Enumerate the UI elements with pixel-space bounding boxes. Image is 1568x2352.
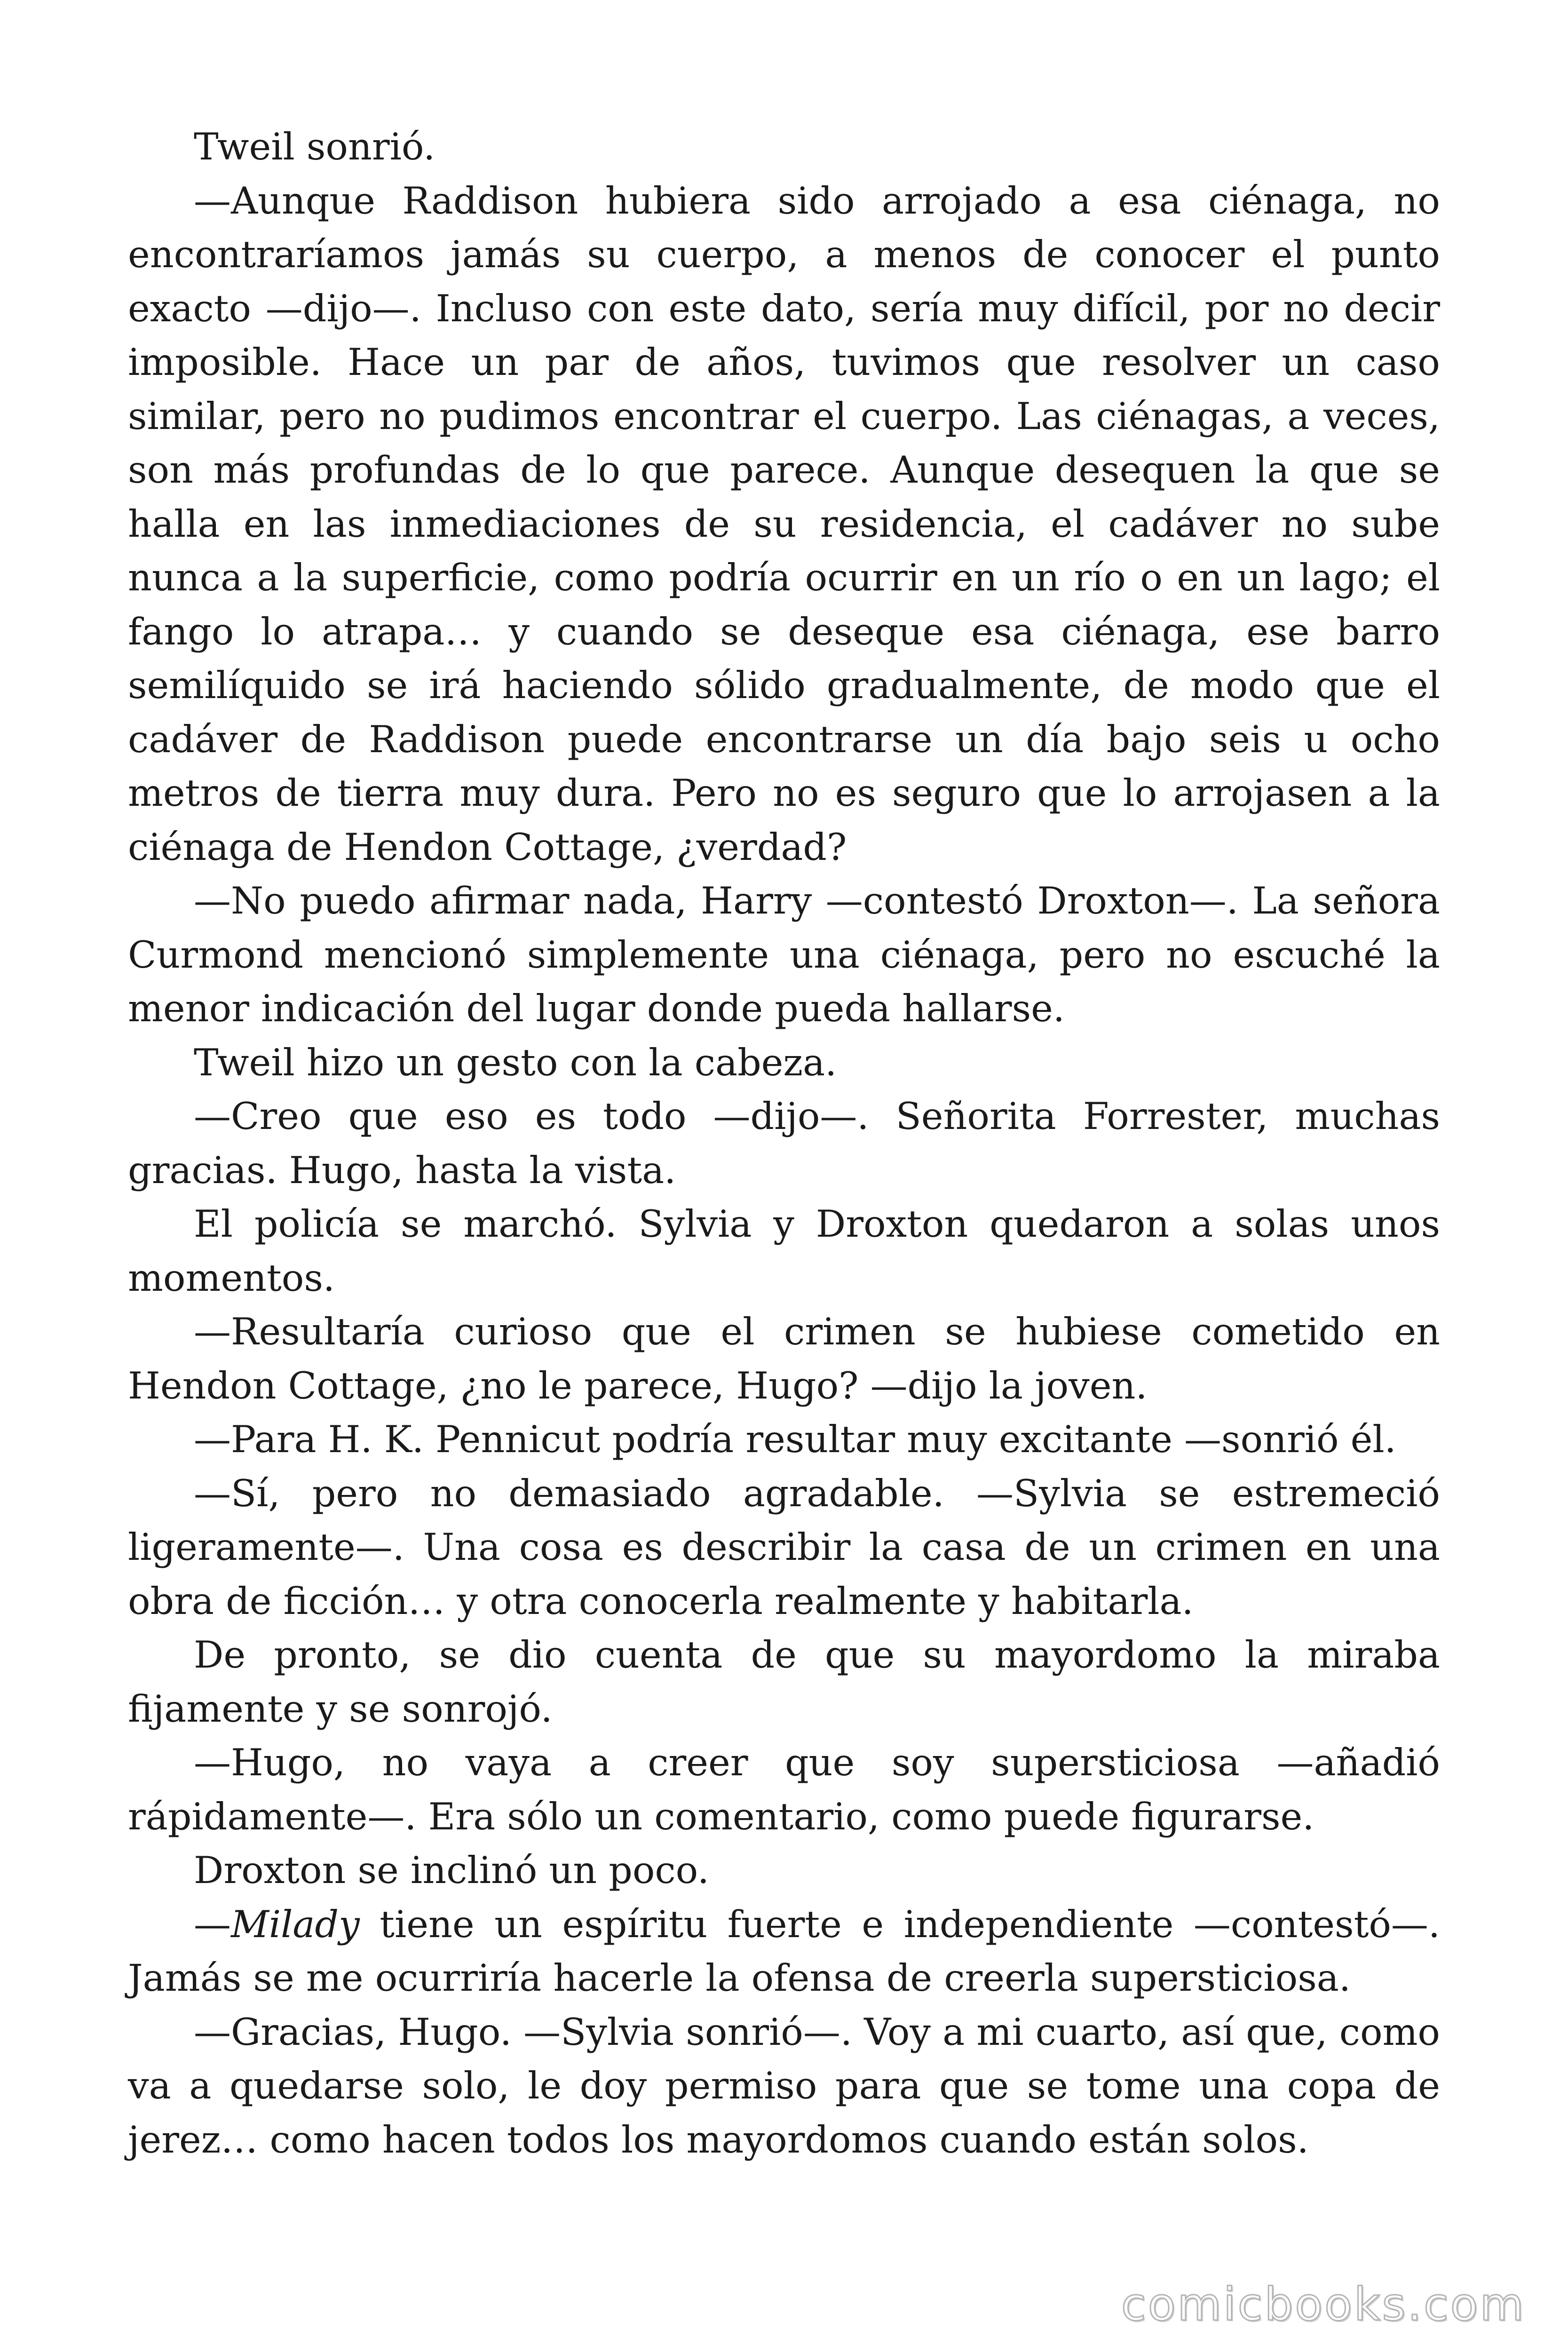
milady-dash: — <box>194 1902 231 1946</box>
paragraph-12: Droxton se inclinó un poco. <box>194 1849 709 1892</box>
paragraph-final: —Gracias, Hugo. —Sylvia sonrió—. Voy a mi cuarto, así que, como va a quedarse solo, le doy permiso para que se tome una copa de jerez… como hacen todos los mayordomos cuando están solos. <box>128 2010 1440 2161</box>
paragraph-4: Tweil hizo un gesto con la cabeza. <box>194 1041 837 1084</box>
paragraph-3: —No puedo afirmar nada, Harry —contestó Droxton—. La señora Curmond mencionó simplemente una ciénaga, pero no escuché la menor indicación del lugar donde pueda hallarse. <box>128 879 1440 1030</box>
paragraph-milady <box>128 1898 1440 2005</box>
paragraph-9: —Sí, pero no demasiado agradable. —Sylvia se estremeció ligeramente—. Una cosa es describir la casa de un crimen en una obra de ficción… y otra conocerla realmente y habitarla. <box>128 1471 1440 1623</box>
paragraph-10: De pronto, se dio cuenta de que su mayordomo la miraba fijamente y se sonrojó. <box>128 1633 1440 1731</box>
paragraph-11: —Hugo, no vaya a creer que soy supersticiosa —añadió rápidamente—. Era sólo un comentario, como puede figurarse. <box>128 1741 1440 1838</box>
paragraph-1: Tweil sonrió. <box>194 125 436 168</box>
paragraph-2: —Aunque Raddison hubiera sido arrojado a esa ciénaga, no encontraríamos jamás su cuerpo, a menos de conocer el punto exacto —dijo—. Incluso con este dato, sería muy difícil, por no decir imposible. Hace un par de años, tuvimos que resolver un caso similar, pero no pudimos encontrar el cuerpo. Las ciénagas, a veces, son más profundas de lo que parece. Aunque desequen la que se halla en las inmediaciones de su residencia, el cadáver no sube nunca a la superficie, como podría ocurrir en un río o en un lago; el fango lo atrapa… y cuando se deseque esa ciénaga, ese barro semilíquido se irá haciendo sólido gradualmente, de modo que el cadáver de Raddison puede encontrarse un día bajo seis u ocho metros de tierra muy dura. Pero no es seguro que lo arrojasen a la ciénaga de Hendon Cottage, ¿verdad? <box>128 179 1440 869</box>
milady-rest: tiene un espíritu fuerte e independiente —contestó—. Jamás se me ocurriría hacerle la ofensa de creerla supersticiosa. <box>128 1902 1440 2000</box>
paragraph-7: —Resultaría curioso que el crimen se hubiese cometido en Hendon Cottage, ¿no le parece, Hugo? —dijo la joven. <box>128 1310 1440 1407</box>
milady-italic-word: Milady <box>231 1902 360 1946</box>
paragraph-6: El policía se marchó. Sylvia y Droxton quedaron a solas unos momentos. <box>128 1202 1440 1300</box>
paragraph-5: —Creo que eso es todo —dijo—. Señorita Forrester, muchas gracias. Hugo, hasta la vista. <box>128 1095 1440 1192</box>
watermark: comicbooks.com <box>1121 2278 1526 2331</box>
paragraph-8: —Para H. K. Pennicut podría resultar muy excitante —sonrió él. <box>194 1418 1396 1461</box>
page-body <box>128 120 1440 2167</box>
